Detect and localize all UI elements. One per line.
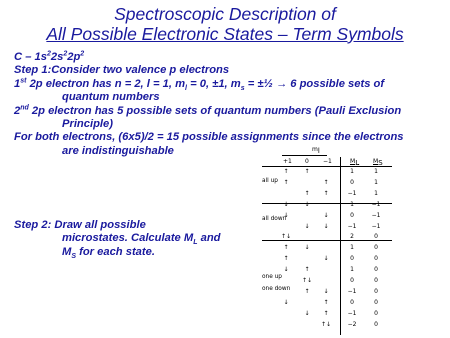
vertical-rule [340, 157, 341, 335]
config-line: C – $1s^22s^22p^2$ [14, 50, 85, 63]
cell-MS: 0 [374, 244, 378, 252]
cell-MS: 1 [374, 168, 378, 175]
cell-MS: 0 [374, 266, 378, 274]
electron1-line: 1st 2p electron has n = 2, l = 1, $m_l = 0$, ±1, $m_s$ = ±½ → 6 possible sets of [14, 77, 385, 93]
cell-MS: 0 [374, 277, 378, 284]
step2-text [14, 219, 244, 259]
cell-ML: 1 [350, 168, 354, 175]
cell-MS: 1 [374, 178, 378, 186]
cell-p1: ↑ [283, 178, 289, 186]
cell-p1: ↓ [283, 298, 289, 306]
cell-z: ↓ [304, 244, 310, 252]
cell-ML: 0 [350, 277, 354, 284]
electron2-line: 2nd 2p electron has 5 possible sets of quantum numbers (Pauli Exclusion [14, 103, 402, 117]
cell-ML: 0 [350, 255, 354, 263]
step2-line3: $M_S$ for each state. [62, 245, 155, 261]
cell-ML: 0 [350, 298, 354, 306]
group-one-down: one down [262, 286, 291, 292]
cell-ML: 0 [350, 211, 354, 219]
ml-header: $m_l$ [312, 146, 320, 156]
cell-z: ↑ [304, 168, 310, 175]
cell-m1: ↑ [323, 309, 329, 317]
col-ML: $M_L$ [350, 158, 360, 168]
cell-z: ↑↓ [301, 277, 313, 284]
cell-MS: −1 [371, 222, 381, 230]
cell-ML: −1 [347, 309, 357, 317]
cell-ML: 0 [350, 178, 354, 186]
both-line: For both electrons, (6x5)/2 = 15 possible assignments since the electrons [14, 131, 404, 144]
group-one-up: one up [262, 274, 282, 280]
cell-MS: 0 [374, 298, 378, 306]
body-text [14, 51, 444, 158]
cell-p1: ↓ [283, 266, 289, 274]
cell-m1: ↑ [323, 189, 329, 197]
cell-p1: ↓ [283, 211, 289, 219]
cell-z: ↑ [304, 287, 310, 295]
title-line-2: All Possible Electronic States – Term Symbols [46, 24, 404, 44]
cell-ML: 1 [350, 244, 354, 252]
header-divider [282, 155, 327, 156]
step1-line: Step 1:Consider two valence p electrons [14, 64, 230, 77]
cell-ML: 1 [350, 266, 354, 274]
group-all-down: all down [262, 216, 287, 222]
step2-line2: microstates. Calculate $M_L$ and [62, 232, 221, 247]
cell-p1: ↑ [283, 255, 289, 263]
step2-line1: Step 2: Draw all possible [14, 219, 146, 231]
electron1-cont: quantum numbers [62, 91, 160, 104]
col-minus1: −1 [323, 158, 332, 165]
cell-m1: ↓ [323, 222, 329, 230]
microstate-table [262, 148, 397, 336]
cell-MS: −1 [371, 211, 381, 219]
cell-m1: ↑↓ [320, 320, 332, 328]
cell-m1: ↓ [323, 255, 329, 263]
cell-MS: 0 [374, 287, 378, 295]
electron2-cont: Principle) [62, 118, 113, 131]
cell-m1: ↓ [323, 287, 329, 295]
cell-p1: ↑ [283, 168, 289, 175]
cell-m1: ↑ [323, 298, 329, 306]
cell-m1: ↓ [323, 211, 329, 219]
both-cont: are indistinguishable [62, 144, 174, 157]
cell-z: ↑ [304, 266, 310, 274]
cell-p1: ↑↓ [280, 233, 292, 241]
cell-p1: ↑ [283, 244, 289, 252]
cell-z: ↓ [304, 222, 310, 230]
cell-MS: 0 [374, 233, 378, 241]
cell-ML: 1 [350, 200, 354, 208]
cell-MS: 0 [374, 309, 378, 317]
cell-ML: 2 [350, 233, 354, 241]
cell-MS: 0 [374, 255, 378, 263]
cell-m1: ↑ [323, 178, 329, 186]
cell-ML: −1 [347, 189, 357, 197]
col-plus1: +1 [283, 158, 292, 165]
col-zero: 0 [305, 158, 309, 165]
cell-MS: −1 [371, 200, 381, 208]
cell-ML: −2 [347, 320, 357, 328]
title-line-1: Spectroscopic Description of [114, 4, 336, 24]
cell-MS: 1 [374, 189, 378, 197]
top-rule [262, 166, 392, 167]
cell-ML: −1 [347, 222, 357, 230]
cell-MS: 0 [374, 320, 378, 328]
group-all-up: all up [262, 178, 278, 184]
cell-p1: ↓ [283, 200, 289, 208]
cell-ML: −1 [347, 287, 357, 295]
cell-z: ↓ [304, 309, 310, 317]
cell-z: ↑ [304, 189, 310, 197]
slide-title [0, 4, 450, 44]
col-MS: $M_S$ [373, 158, 383, 168]
cell-z: ↓ [304, 200, 310, 208]
